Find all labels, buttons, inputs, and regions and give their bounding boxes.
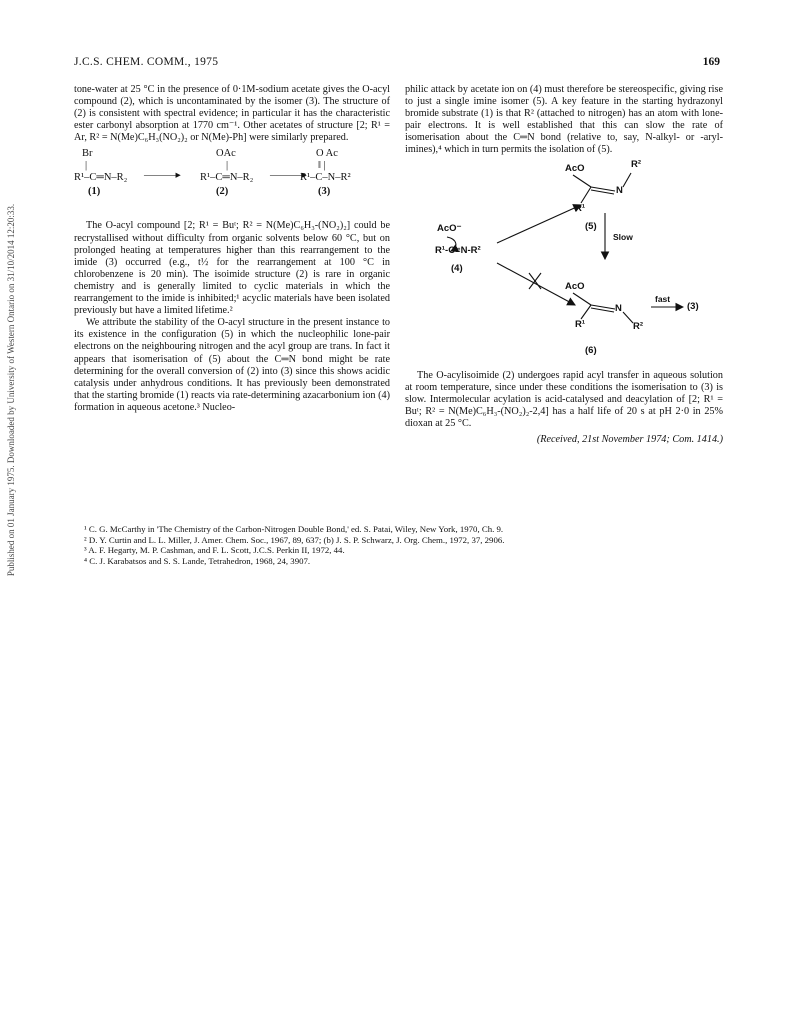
reference-4: ⁴ C. J. Karabatsos and S. S. Lande, Tetrahedron, 1968, 24, 3907. [84,555,311,566]
received-date: (Received, 21st November 1974; Com. 1414.) [536,434,723,446]
compound-3-label: (3) [318,186,331,198]
blocked-arrow [497,263,575,305]
reaction-arrow-1: ———▸ [144,170,181,182]
compound-2-substituent: OAc [216,148,236,160]
reaction-scheme-1: Br | R¹–C═N–R₂ (1) ———▸ OAc | R¹–C═N–R₂ (2) ———▸ O Ac ‖ | R¹–C–N–R² (3) [74,148,351,198]
page-number: 169 [702,56,720,68]
nitrogen-6: N [615,302,622,314]
compound-3-structure: R¹–C–N–R² [300,172,351,184]
label-6: (6) [585,344,597,356]
label-4: (4) [451,262,463,274]
reaction-arrow-2: ———▸ [270,170,307,182]
journal-header: J.C.S. CHEM. COMM., 1975 [74,56,219,68]
left-paragraph-1: tone-water at 25 °C in the presence of 0·1M-sodium acetate gives the O-acyl compound (2), which is uncontaminated by the isomer (3). The structure of (2) is consistent with spectral evidence; in particular it has the characteristic ester carbonyl absorption at 1770 cm⁻¹. Other acetates of structure [2; R¹ = Ar, R² = N(Me)C₆H₃(NO₂)₂ or N(Me)-Ph] were similarly prepared. [74,84,390,144]
r1-group-5: R¹ [575,202,586,214]
reference-2: ² D. Y. Curtin and L. L. Miller, J. Amer. Chem. Soc., 1967, 89, 637; (b) J. S. P. Schwarz, J. Org. Chem., 1972, 37, 2906. [84,534,505,545]
right-paragraph-2: The O-acylisoimide (2) undergoes rapid acyl transfer in aqueous solution at room temperature, since under these conditions the isomerisation to (3) is slow. Intermolecular acylation is acid-catalysed and deacylation of [2; R¹ = Buᵗ; R² = N(Me)C₆H₃-(NO₂)₂-2,4] has a half life of 20 s at pH 2·0 in 25% dioxan at 25 °C. [405,369,723,429]
r2-group-5: R² [631,158,642,170]
fast-label: fast [655,293,671,304]
compound-2-structure: R¹–C═N–R₂ [200,172,254,184]
download-watermark-text: Published on 01 January 1975. Downloaded by University of Western Ontario on 31/10/2014 12:20:33. [6,203,16,577]
slow-label: Slow [613,231,633,242]
reference-3: ³ A. F. Hegarty, M. P. Cashman, and F. L. Scott, J.C.S. Perkin II, 1972, 44. [84,545,345,555]
right-column [405,84,723,446]
reference-1: ¹ C. G. McCarthy in 'The Chemistry of the Carbon-Nitrogen Double Bond,' ed. S. Patai, Wiley, New York, 1970, Ch. 9. [84,524,504,534]
r2-group-6: R² [633,320,644,332]
label-5: (5) [585,220,597,232]
compound-2-label: (2) [216,186,229,198]
aco-group-5: AcO [565,162,585,174]
r1-group-6: R¹ [575,318,586,330]
scheme-2-drawing [405,159,723,364]
compound-3-substituent: O Ac [316,148,338,160]
left-paragraph-2: The O-acyl compound [2; R¹ = Buᵗ; R² = N(Me)C₆H₃-(NO₂)₂] could be recrystallised without difficulty from organic solvents below 60 °C, but on prolonged heating at temperatures higher than this rearrangement to the imide (3) occurred (e.g., t½ for the rearrangement at 100 °C in chlorobenzene is 20 min). The isoimide structure (2) is rare in organic chemistry and is generally limited to cyclic materials in which the rearrangement to the imide is inhibited;¹ acyclic materials have been isolated previously but have a limited lifetime.² [74,220,390,317]
acetate-ion: AcO⁻ [437,222,462,234]
arrow-to-5 [497,205,581,243]
azacarbonium-ion: R¹-C≡N-R² [435,244,481,256]
download-watermark [4,150,18,630]
left-paragraph-3: We attribute the stability of the O-acyl structure in the present instance to its existence in the configuration (5) in which the nucleophilic lone-pair electrons on the neighbouring nitrogen and the acyl group are trans. In fact it appears that isomerisation of (5) about the C═N bond might be rate determining for the overall conversion of (2) into (3) since this shows acidic catalysis under anhydrous conditions. It has previously been demonstrated that the starting bromide (1) reacts via rate-determining azacarbonium ion (4) formation in aqueous acetone.³ Nucleo- [74,317,390,413]
label-3: (3) [687,300,699,312]
references [84,524,724,566]
right-paragraph-1: philic attack by acetate ion on (4) must therefore be stereospecific, giving rise to just a single imine isomer (5). A key feature in the starting hydrazonyl bromide substrate (1) is that R² (attached to nitrogen) has an atom with lone-pair electrons. It is well established that this can slow the rate of isomerisation about the C═N bond (relative to, say, N-alkyl- or -aryl-imines),⁴ which in turn permits the isolation of (5). [405,84,723,156]
compound-1-label: (1) [88,186,101,198]
aco-group-6: AcO [565,280,585,292]
compound-1-substituent: Br [82,148,93,160]
reaction-scheme-2 [405,159,723,364]
compound-1-structure: R¹–C═N–R₂ [74,172,128,184]
nitrogen-5: N [616,184,623,196]
left-column [74,84,390,414]
